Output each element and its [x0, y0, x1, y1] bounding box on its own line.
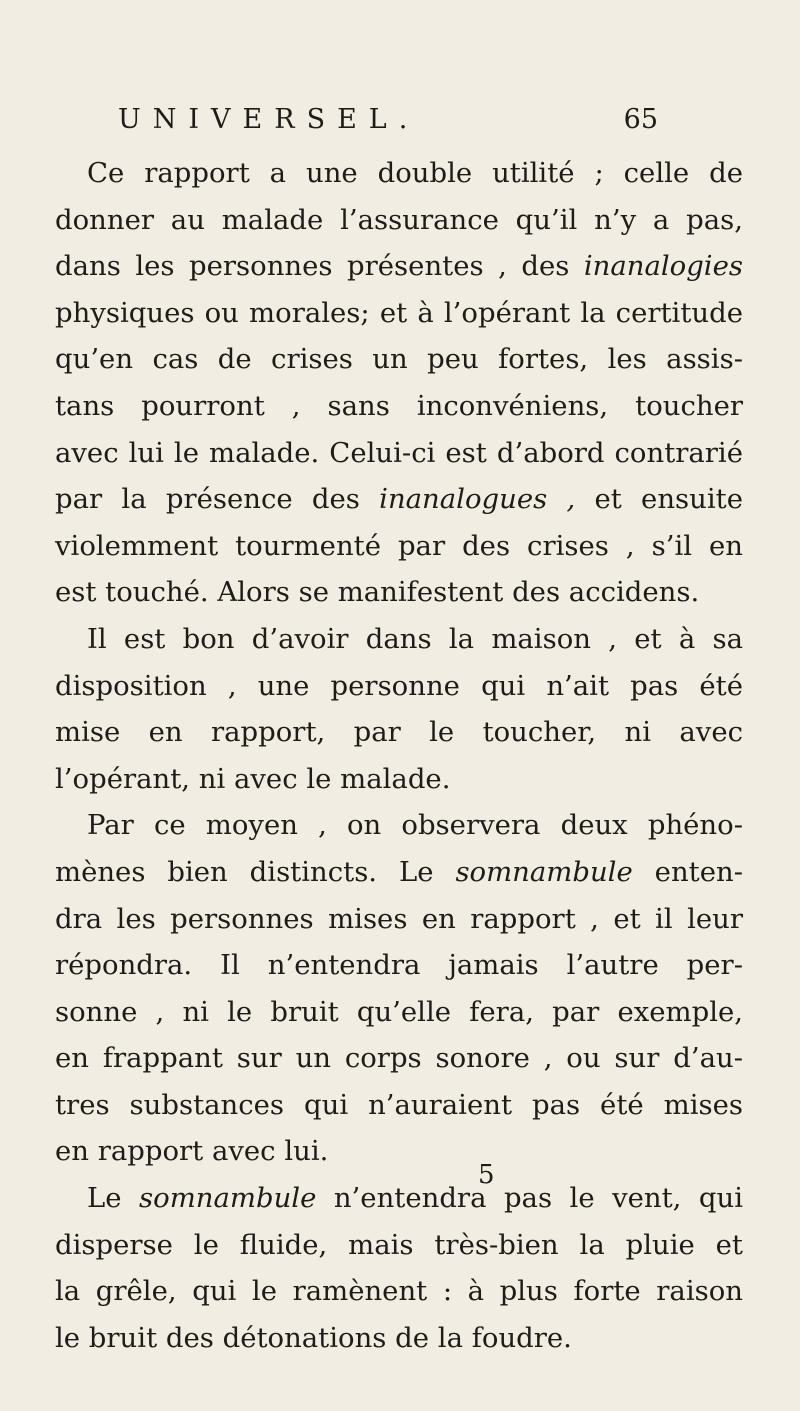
italic-term: somnambule: [139, 1182, 317, 1215]
text-run: tans pourront , sans inconvéniens, toucher: [55, 389, 743, 422]
text-line: [55, 476, 743, 523]
text-run: sonne , ni le bruit qu’elle fera, par exemple,: [55, 995, 743, 1028]
text-run: donner au malade l’assurance qu’il n’y a pas,: [55, 203, 743, 236]
text-line: [55, 1222, 743, 1269]
text-run: la grêle, qui le ramènent : à plus forte raison: [55, 1275, 743, 1308]
page-number: 65: [623, 104, 658, 135]
text-line: [55, 569, 743, 616]
text-run: n’entendra pas le vent, qui: [316, 1182, 744, 1215]
text-line: [55, 523, 743, 570]
body-text: [55, 150, 743, 1361]
text-run: le bruit des détonations de la foudre.: [55, 1321, 572, 1354]
running-head: [118, 104, 658, 144]
text-line: [55, 243, 743, 290]
text-line: [55, 1175, 743, 1222]
text-line: [55, 849, 743, 896]
signature-mark: 5: [478, 1160, 495, 1190]
text-run: en frappant sur un corps sonore , ou sur d’au-: [55, 1042, 743, 1075]
text-line: [55, 290, 743, 337]
text-run: enten-: [632, 855, 743, 888]
text-run: Ce rapport a une double utilité ; celle de: [87, 157, 743, 189]
text-run: avec lui le malade. Celui-ci est d’abord contrarié: [55, 436, 743, 469]
text-run: tres substances qui n’auraient pas été mises: [55, 1088, 743, 1121]
text-run: dra les personnes mises en rapport , et il leur: [55, 902, 743, 935]
text-line: [55, 1128, 743, 1175]
text-line: [55, 616, 743, 663]
text-run: mise en rapport, par le toucher, ni avec: [55, 716, 743, 749]
text-line: [55, 802, 743, 849]
text-line: [55, 989, 743, 1036]
text-line: [55, 150, 743, 197]
text-line: [55, 663, 743, 710]
text-line: [55, 1082, 743, 1129]
text-run: violemment tourmenté par des crises , s’il en: [55, 529, 743, 562]
text-run: qu’en cas de crises un peu fortes, les assis-: [55, 343, 743, 376]
text-line: [55, 197, 743, 244]
text-run: répondra. Il n’entendra jamais l’autre per-: [55, 949, 743, 982]
text-run: physiques ou morales; et à l’opérant la certitude: [55, 296, 743, 329]
text-line: [55, 1035, 743, 1082]
text-line: [55, 756, 743, 803]
text-line: [55, 1268, 743, 1315]
running-head-title: UNIVERSEL.: [118, 104, 420, 135]
text-line: [55, 336, 743, 383]
text-run: est touché. Alors se manifestent des accidens.: [55, 576, 700, 609]
text-line: [55, 896, 743, 943]
text-run: l’opérant, ni avec le malade.: [55, 762, 451, 795]
italic-term: somnambule: [455, 855, 633, 888]
text-line: [55, 942, 743, 989]
text-run: mènes bien distincts. Le: [55, 855, 456, 888]
text-line: [55, 1315, 743, 1362]
text-run: dans les personnes présentes , des: [55, 250, 584, 283]
text-run: disposition , une personne qui n’ait pas été: [55, 669, 743, 702]
text-run: en rapport avec lui.: [55, 1135, 329, 1168]
text-run: Il est bon d’avoir dans la maison , et à sa: [87, 622, 743, 655]
text-line: [55, 383, 743, 430]
italic-term: inanalogues ,: [379, 483, 576, 516]
text-run: Le: [87, 1182, 140, 1215]
text-run: et ensuite: [575, 483, 743, 516]
italic-term: inanalogies: [583, 250, 743, 283]
text-run: Par ce moyen , on observera deux phéno-: [87, 809, 743, 842]
text-run: disperse le fluide, mais très-bien la pluie et: [55, 1228, 743, 1261]
text-line: [55, 430, 743, 477]
text-run: par la présence des: [55, 483, 380, 516]
text-line: [55, 709, 743, 756]
